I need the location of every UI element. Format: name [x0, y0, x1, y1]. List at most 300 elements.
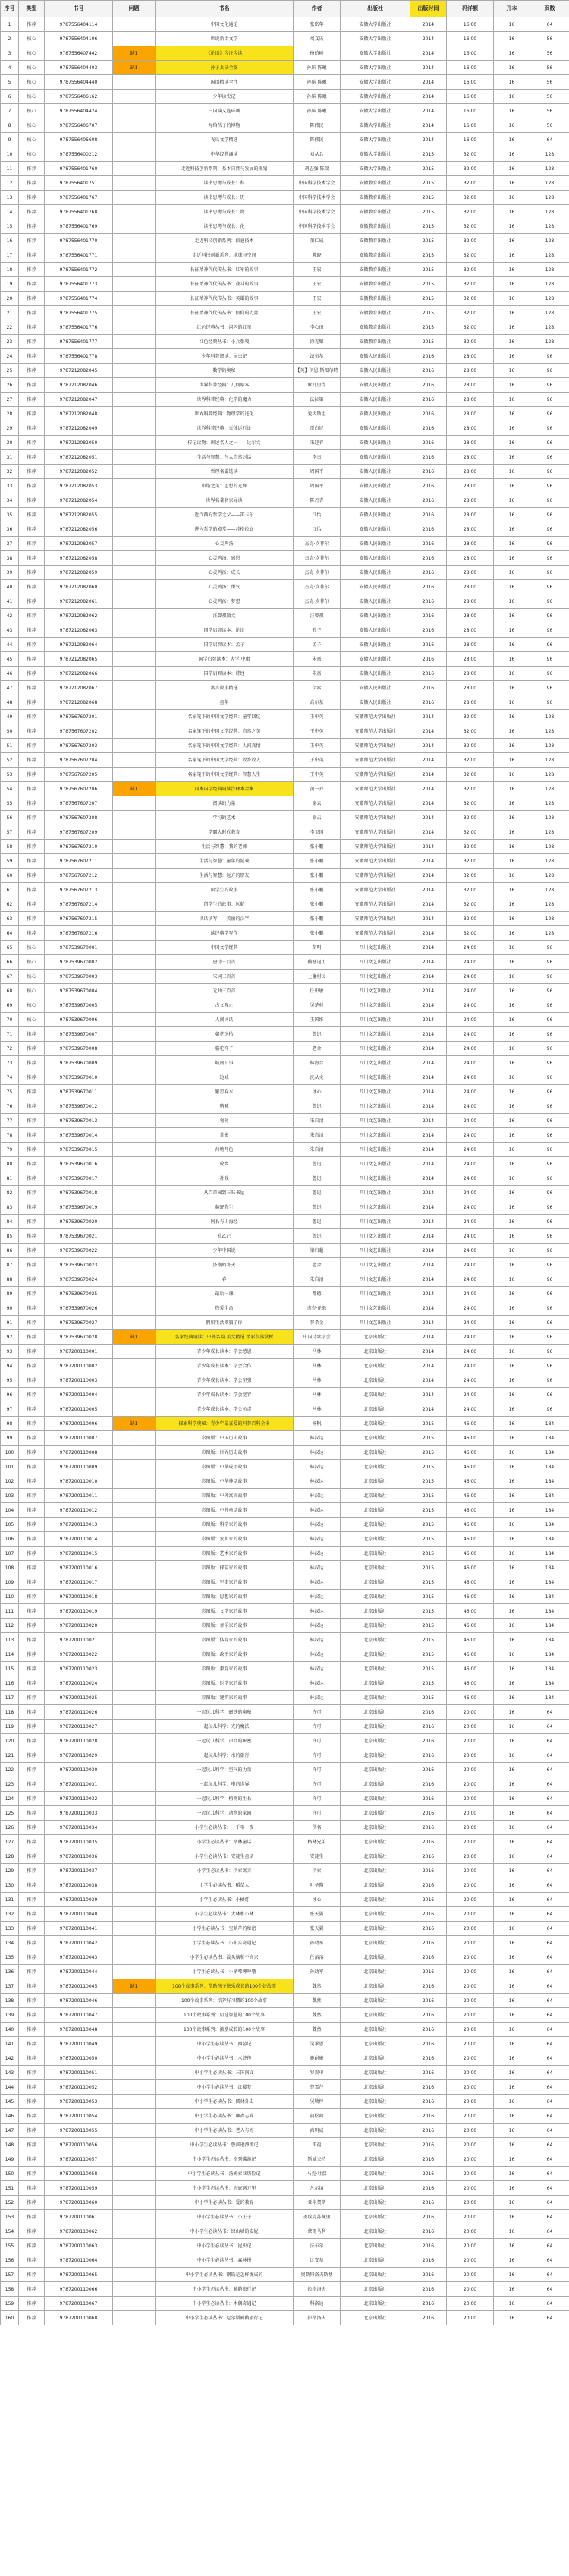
cell-price: 24.00 — [447, 1272, 494, 1287]
cell-date: 2014 — [410, 1258, 447, 1272]
cell-isbn: 9787200110040 — [45, 1907, 113, 1922]
cell-publisher: 北京出版社 — [341, 1489, 410, 1503]
cell-date: 2015 — [410, 205, 447, 219]
table-row — [1, 1272, 569, 1287]
cell-date: 2015 — [410, 1503, 447, 1518]
table-row — [1, 811, 569, 825]
cell-title: 小学生必读丛书：伊索寓言 — [156, 1864, 294, 1878]
cell-pages: 96 — [530, 681, 569, 695]
cell-price: 20.00 — [447, 1936, 494, 1950]
cell-no: 60 — [1, 869, 19, 883]
cell-author: 亚米契斯 — [294, 2196, 341, 2210]
cell-no: 86 — [1, 1244, 19, 1258]
cell-issue — [113, 1821, 156, 1835]
cell-pages: 96 — [530, 1287, 569, 1301]
cell-isbn: 9787567607216 — [45, 926, 113, 941]
cell-price: 20.00 — [447, 1965, 494, 1979]
cell-no: 112 — [1, 1619, 19, 1633]
cell-date: 2015 — [410, 1633, 447, 1647]
cell-pages: 184 — [530, 1575, 569, 1590]
cell-isbn: 9787200110050 — [45, 2051, 113, 2066]
cell-author: 法布尔 — [294, 349, 341, 364]
cell-title: 孔乙己 — [156, 1229, 294, 1244]
cell-publisher: 北京出版社 — [341, 1474, 410, 1489]
cell-publisher: 北京出版社 — [341, 2210, 410, 2224]
table-row — [1, 263, 569, 277]
cell-no: 9 — [1, 133, 19, 147]
cell-format: 16 — [494, 811, 530, 825]
cell-no: 3 — [1, 46, 19, 61]
cell-type: 推荐 — [19, 811, 45, 825]
cell-date: 2014 — [410, 1388, 447, 1402]
cell-isbn: 9787212082059 — [45, 566, 113, 580]
cell-title: 彩图版：思想家的故事 — [156, 1590, 294, 1604]
cell-issue — [113, 1532, 156, 1547]
header-author: 作者 — [294, 1, 341, 17]
cell-no: 134 — [1, 1936, 19, 1950]
table-row — [1, 825, 569, 840]
cell-title: 中小学生必读丛书：老人与海 — [156, 2124, 294, 2138]
cell-pages: 128 — [530, 782, 569, 796]
cell-no: 59 — [1, 854, 19, 869]
cell-no: 58 — [1, 840, 19, 854]
cell-format: 16 — [494, 537, 530, 551]
table-row — [1, 883, 569, 897]
cell-publisher: 北京出版社 — [341, 1806, 410, 1821]
cell-price: 20.00 — [447, 2037, 494, 2051]
cell-pages: 96 — [530, 349, 569, 364]
cell-price: 24.00 — [447, 1330, 494, 1345]
cell-no: 150 — [1, 2167, 19, 2181]
cell-isbn: 9787212082064 — [45, 638, 113, 652]
cell-publisher: 北京出版社 — [341, 1676, 410, 1691]
cell-pages: 184 — [530, 1633, 569, 1647]
cell-no: 54 — [1, 782, 19, 796]
cell-type: 推荐 — [19, 609, 45, 623]
cell-author: 孟子 — [294, 638, 341, 652]
cell-publisher: 安徽人民出版社 — [341, 436, 410, 450]
table-row — [1, 1345, 569, 1359]
cell-date: 2016 — [410, 421, 447, 436]
cell-issue — [113, 2124, 156, 2138]
cell-type: 推荐 — [19, 191, 45, 205]
cell-no: 50 — [1, 724, 19, 739]
cell-issue — [113, 378, 156, 393]
cell-price: 16.00 — [447, 61, 494, 75]
table-row — [1, 1777, 569, 1792]
cell-price: 24.00 — [447, 1345, 494, 1359]
cell-author: 马林 — [294, 1359, 341, 1373]
cell-issue — [113, 2051, 156, 2066]
cell-title: 阿长与山海经 — [156, 1215, 294, 1229]
cell-type: 推荐 — [19, 263, 45, 277]
cell-author: 许可 — [294, 1734, 341, 1748]
cell-price: 24.00 — [447, 1301, 494, 1316]
cell-title: 中国文化通论 — [156, 17, 294, 32]
cell-date: 2014 — [410, 1287, 447, 1301]
cell-date: 2016 — [410, 609, 447, 623]
cell-price: 32.00 — [447, 710, 494, 724]
cell-title: 谈话读写——美丽的汉字 — [156, 912, 294, 926]
cell-date: 2015 — [410, 306, 447, 320]
cell-no: 32 — [1, 465, 19, 479]
cell-publisher: 四川文艺出版社 — [341, 1244, 410, 1258]
cell-title: 学习的艺术 — [156, 811, 294, 825]
cell-isbn: 9787200110026 — [45, 1705, 113, 1720]
cell-author: 海明威 — [294, 2124, 341, 2138]
cell-date: 2016 — [410, 436, 447, 450]
cell-author: 李卫国 — [294, 825, 341, 840]
cell-pages: 96 — [530, 407, 569, 421]
cell-title: 数学的奥秘 — [156, 364, 294, 378]
table-row — [1, 1460, 569, 1474]
cell-publisher: 安徽师范大学出版社 — [341, 753, 410, 768]
cell-isbn: 9787200110018 — [45, 1590, 113, 1604]
cell-no: 2 — [1, 32, 19, 46]
cell-pages: 64 — [530, 2268, 569, 2282]
cell-publisher: 北京出版社 — [341, 1849, 410, 1864]
table-row — [1, 1705, 569, 1720]
cell-title: 世界科普经典：几何原本 — [156, 378, 294, 393]
cell-isbn: 9787567607210 — [45, 840, 113, 854]
cell-title: 中小学生必读丛书：三国演义 — [156, 2066, 294, 2080]
cell-date: 2016 — [410, 667, 447, 681]
cell-author: 朱熹 — [294, 652, 341, 667]
cell-pages: 64 — [530, 1849, 569, 1864]
cell-date: 2016 — [410, 1950, 447, 1965]
cell-issue — [113, 349, 156, 364]
table-row — [1, 695, 569, 710]
cell-type: 推荐 — [19, 796, 45, 811]
cell-type: 推荐 — [19, 1705, 45, 1720]
cell-price: 32.00 — [447, 306, 494, 320]
cell-format: 16 — [494, 1316, 530, 1330]
cell-date: 2014 — [410, 1373, 447, 1388]
cell-publisher: 北京出版社 — [341, 2124, 410, 2138]
cell-pages: 96 — [530, 465, 569, 479]
table-row — [1, 2282, 569, 2297]
cell-date: 2014 — [410, 1301, 447, 1316]
table-row — [1, 277, 569, 292]
cell-no: 142 — [1, 2051, 19, 2066]
cell-author: 孙膑 陈曦 — [294, 90, 341, 104]
cell-date: 2014 — [410, 984, 447, 998]
cell-price: 20.00 — [447, 2051, 494, 2066]
cell-no: 30 — [1, 436, 19, 450]
cell-author: 林汉达 — [294, 1633, 341, 1647]
cell-no: 146 — [1, 2109, 19, 2124]
cell-isbn: 9787567607211 — [45, 854, 113, 869]
cell-title: 社戏 — [156, 1171, 294, 1186]
cell-author: 陈伟民 — [294, 133, 341, 147]
table-row — [1, 1200, 569, 1215]
cell-title: 一起玩儿科学：植物的生长 — [156, 1792, 294, 1806]
cell-price: 20.00 — [447, 1835, 494, 1849]
cell-no: 31 — [1, 450, 19, 465]
cell-format: 16 — [494, 479, 530, 493]
cell-pages: 96 — [530, 479, 569, 493]
cell-title: 世界科普经典：天体运行论 — [156, 421, 294, 436]
cell-author: 安徒生 — [294, 1849, 341, 1864]
table-row — [1, 493, 569, 508]
cell-no: 88 — [1, 1272, 19, 1287]
cell-issue — [113, 1763, 156, 1777]
cell-publisher: 安徽大学出版社 — [341, 147, 410, 162]
cell-pages: 96 — [530, 1056, 569, 1070]
cell-isbn: 9787567607203 — [45, 739, 113, 753]
cell-no: 71 — [1, 1027, 19, 1042]
cell-isbn: 9787200110048 — [45, 2023, 113, 2037]
cell-title: 一起玩儿科学：声音的秘密 — [156, 1734, 294, 1748]
cell-publisher: 安徽师范大学出版社 — [341, 912, 410, 926]
cell-title: 少年中国说 — [156, 1244, 294, 1258]
cell-publisher: 安徽师范大学出版社 — [341, 768, 410, 782]
cell-isbn: 9787200110020 — [45, 1619, 113, 1633]
table-row — [1, 984, 569, 998]
cell-format: 16 — [494, 638, 530, 652]
cell-publisher: 四川文艺出版社 — [341, 955, 410, 970]
cell-price: 28.00 — [447, 465, 494, 479]
cell-issue — [113, 1849, 156, 1864]
cell-pages: 96 — [530, 1186, 569, 1200]
table-row — [1, 854, 569, 869]
cell-author: 魏然 — [294, 1994, 341, 2008]
cell-title: 彩图版：中外童话故事 — [156, 1503, 294, 1518]
cell-format: 16 — [494, 1777, 530, 1792]
table-row — [1, 1965, 569, 1979]
cell-date: 2016 — [410, 1821, 447, 1835]
cell-isbn: 9787556401767 — [45, 191, 113, 205]
cell-pages: 128 — [530, 753, 569, 768]
cell-issue — [113, 1287, 156, 1301]
cell-pages: 96 — [530, 1258, 569, 1272]
cell-date: 2016 — [410, 349, 447, 364]
cell-format: 16 — [494, 710, 530, 724]
table-row — [1, 90, 569, 104]
cell-pages: 64 — [530, 1878, 569, 1893]
cell-isbn: 9787200110064 — [45, 2253, 113, 2268]
table-row — [1, 1849, 569, 1864]
cell-type: 推荐 — [19, 869, 45, 883]
cell-issue — [113, 1402, 156, 1417]
cell-price: 24.00 — [447, 1186, 494, 1200]
table-row — [1, 955, 569, 970]
cell-no: 63 — [1, 912, 19, 926]
cell-title: 中华经典诵读 — [156, 147, 294, 162]
cell-date: 2014 — [410, 1272, 447, 1287]
cell-pages: 64 — [530, 1705, 569, 1720]
table-row — [1, 176, 569, 191]
cell-date: 2016 — [410, 450, 447, 465]
cell-title: 彩图版：音乐家的故事 — [156, 1619, 294, 1633]
cell-price: 24.00 — [447, 970, 494, 984]
cell-title: 国语精读全注 — [156, 75, 294, 90]
cell-publisher: 四川文艺出版社 — [341, 1215, 410, 1229]
cell-pages: 96 — [530, 1272, 569, 1287]
cell-no: 119 — [1, 1720, 19, 1734]
cell-isbn: 9787212082047 — [45, 393, 113, 407]
cell-type: 推荐 — [19, 205, 45, 219]
cell-type: 推荐 — [19, 1792, 45, 1806]
cell-price: 24.00 — [447, 955, 494, 970]
cell-publisher: 安徽师范大学出版社 — [341, 825, 410, 840]
cell-title: 彩图版：中华成语故事 — [156, 1460, 294, 1474]
cell-no: 120 — [1, 1734, 19, 1748]
cell-format: 16 — [494, 1258, 530, 1272]
cell-issue: 缺1 — [113, 782, 156, 796]
cell-isbn: 9787212082055 — [45, 508, 113, 522]
cell-isbn: 9787200110007 — [45, 1431, 113, 1446]
cell-price: 24.00 — [447, 1013, 494, 1027]
cell-publisher: 北京出版社 — [341, 1561, 410, 1575]
cell-isbn: 9787212082051 — [45, 450, 113, 465]
cell-pages: 96 — [530, 421, 569, 436]
cell-author: 林海音 — [294, 1056, 341, 1070]
cell-isbn: 9787200110052 — [45, 2080, 113, 2095]
cell-author: 魏然 — [294, 2023, 341, 2037]
cell-no: 90 — [1, 1301, 19, 1316]
cell-price: 24.00 — [447, 1388, 494, 1402]
cell-date: 2016 — [410, 2311, 447, 2325]
cell-format: 16 — [494, 1907, 530, 1922]
cell-isbn: 9787212082053 — [45, 479, 113, 493]
cell-issue — [113, 580, 156, 594]
cell-issue — [113, 1171, 156, 1186]
cell-format: 16 — [494, 2023, 530, 2037]
cell-price: 28.00 — [447, 349, 494, 364]
cell-type: 推荐 — [19, 364, 45, 378]
cell-format: 16 — [494, 1114, 530, 1128]
cell-author: 都德 — [294, 1287, 341, 1301]
cell-type: 推荐 — [19, 1965, 45, 1979]
cell-no: 98 — [1, 1417, 19, 1431]
cell-author: 朱迎春 — [294, 436, 341, 450]
cell-no: 24 — [1, 349, 19, 364]
cell-title: 长征精神代代传丛书：红军的故事 — [156, 263, 294, 277]
cell-isbn: 9787200110010 — [45, 1474, 113, 1489]
cell-author: 爱因斯坦 — [294, 407, 341, 421]
cell-isbn: 9787539670017 — [45, 1171, 113, 1186]
cell-format: 16 — [494, 2224, 530, 2239]
cell-pages: 128 — [530, 320, 569, 335]
cell-isbn: 9787539670022 — [45, 1244, 113, 1258]
cell-issue — [113, 1099, 156, 1114]
cell-pages: 184 — [530, 1417, 569, 1431]
cell-format: 16 — [494, 1143, 530, 1157]
cell-date: 2014 — [410, 1186, 447, 1200]
cell-format: 16 — [494, 1647, 530, 1662]
cell-type: 推荐 — [19, 1806, 45, 1821]
cell-publisher: 北京出版社 — [341, 1763, 410, 1777]
cell-price: 32.00 — [447, 912, 494, 926]
cell-title: 彩图版：中外寓言故事 — [156, 1489, 294, 1503]
table-row — [1, 1489, 569, 1503]
cell-format: 16 — [494, 840, 530, 854]
cell-no: 117 — [1, 1691, 19, 1705]
cell-date: 2016 — [410, 364, 447, 378]
cell-format: 16 — [494, 1388, 530, 1402]
table-row — [1, 1301, 569, 1316]
cell-price: 32.00 — [447, 219, 494, 234]
table-row — [1, 1575, 569, 1590]
cell-no: 113 — [1, 1633, 19, 1647]
cell-no: 103 — [1, 1489, 19, 1503]
cell-isbn: 9787556406707 — [45, 118, 113, 133]
cell-format: 16 — [494, 869, 530, 883]
cell-pages: 96 — [530, 695, 569, 710]
cell-isbn: 9787556401760 — [45, 162, 113, 176]
cell-pages: 96 — [530, 652, 569, 667]
cell-publisher: 北京出版社 — [341, 1532, 410, 1547]
cell-date: 2016 — [410, 378, 447, 393]
cell-type: 推荐 — [19, 1734, 45, 1748]
cell-format: 16 — [494, 162, 530, 176]
table-row — [1, 840, 569, 854]
cell-author: 凡尔纳 — [294, 2181, 341, 2196]
cell-price: 28.00 — [447, 609, 494, 623]
cell-format: 16 — [494, 1027, 530, 1042]
cell-title: 和谐之美：思想的光辉 — [156, 479, 294, 493]
cell-publisher: 四川文艺出版社 — [341, 941, 410, 955]
cell-pages: 184 — [530, 1431, 569, 1446]
cell-price: 24.00 — [447, 1157, 494, 1171]
cell-price: 46.00 — [447, 1518, 494, 1532]
cell-pages: 128 — [530, 162, 569, 176]
cell-title: 读经典学写作 — [156, 926, 294, 941]
cell-pages: 96 — [530, 1070, 569, 1085]
cell-issue — [113, 1907, 156, 1922]
cell-pages: 64 — [530, 2095, 569, 2109]
cell-title: 飞鸟文学精选 — [156, 133, 294, 147]
cell-title: 彩图版：体育家的故事 — [156, 1633, 294, 1647]
cell-publisher: 北京出版社 — [341, 1518, 410, 1532]
cell-no: 140 — [1, 2023, 19, 2037]
cell-no: 39 — [1, 566, 19, 580]
cell-date: 2015 — [410, 1575, 447, 1590]
cell-isbn: 9787556401772 — [45, 263, 113, 277]
cell-isbn: 9787200110035 — [45, 1835, 113, 1849]
cell-pages: 184 — [530, 1647, 569, 1662]
cell-date: 2014 — [410, 854, 447, 869]
cell-format: 16 — [494, 1417, 530, 1431]
cell-isbn: 9787556406608 — [45, 133, 113, 147]
cell-author: 伊索 — [294, 1864, 341, 1878]
cell-pages: 96 — [530, 537, 569, 551]
cell-price: 28.00 — [447, 364, 494, 378]
cell-price: 46.00 — [447, 1619, 494, 1633]
cell-issue — [113, 1994, 156, 2008]
cell-pages: 184 — [530, 1547, 569, 1561]
cell-format: 16 — [494, 191, 530, 205]
cell-type: 推荐 — [19, 2080, 45, 2095]
cell-type: 推荐 — [19, 1070, 45, 1085]
cell-date: 2016 — [410, 638, 447, 652]
cell-publisher: 北京出版社 — [341, 1936, 410, 1950]
cell-date: 2015 — [410, 1532, 447, 1547]
cell-type: 推荐 — [19, 2196, 45, 2210]
table-row — [1, 2167, 569, 2181]
table-row — [1, 681, 569, 695]
cell-format: 16 — [494, 941, 530, 955]
cell-no: 130 — [1, 1878, 19, 1893]
cell-date: 2014 — [410, 1200, 447, 1215]
cell-author: 许可 — [294, 1705, 341, 1720]
cell-no: 102 — [1, 1474, 19, 1489]
cell-type: 推荐 — [19, 1114, 45, 1128]
table-row — [1, 1099, 569, 1114]
cell-no: 78 — [1, 1128, 19, 1143]
cell-date: 2015 — [410, 1662, 447, 1676]
